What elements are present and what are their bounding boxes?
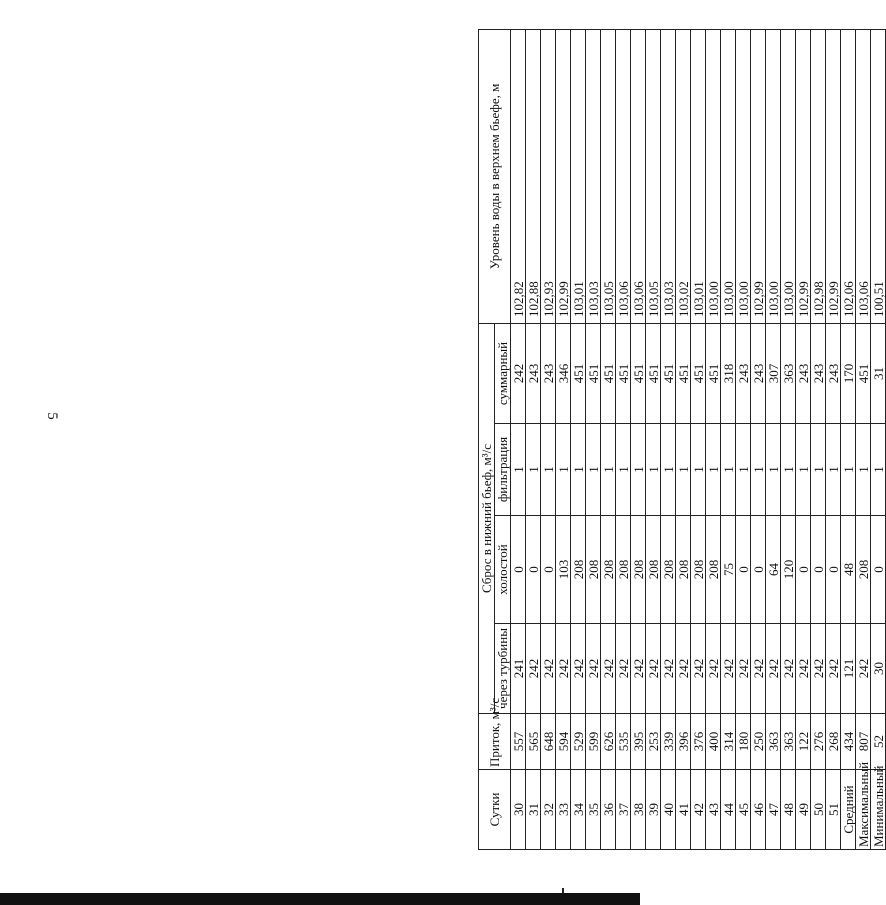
- cell-filtration: 1: [811, 424, 826, 516]
- cell-inflow: 396: [676, 714, 691, 770]
- cell-total: 451: [676, 323, 691, 423]
- cell-level: 103,06: [856, 29, 871, 323]
- table-row: [511, 29, 526, 849]
- cell-turbines: 242: [676, 624, 691, 714]
- table-row: [751, 29, 766, 849]
- cell-filtration: 1: [541, 424, 556, 516]
- cell-idle: 208: [631, 516, 646, 624]
- header-day: Сутки: [479, 770, 511, 850]
- cell-idle: 208: [571, 516, 586, 624]
- cell-inflow: 52: [871, 714, 886, 770]
- table-row: [616, 29, 631, 849]
- cell-level: 103,05: [646, 29, 661, 323]
- cell-total: 318: [721, 323, 736, 423]
- scan-border: [0, 893, 640, 905]
- cell-total: 451: [856, 323, 871, 423]
- cell-inflow: 594: [556, 714, 571, 770]
- cell-day: 37: [616, 770, 631, 850]
- cell-day: 50: [811, 770, 826, 850]
- cell-level: 103,00: [706, 29, 721, 323]
- cell-turbines: 242: [661, 624, 676, 714]
- cell-day: 44: [721, 770, 736, 850]
- cell-day: 48: [781, 770, 796, 850]
- cell-filtration: 1: [571, 424, 586, 516]
- cell-level: 102,98: [811, 29, 826, 323]
- cell-inflow: 339: [661, 714, 676, 770]
- cell-total: 243: [541, 323, 556, 423]
- cell-summary-label: Минимальный: [871, 770, 886, 850]
- cell-day: 47: [766, 770, 781, 850]
- cell-total: 243: [736, 323, 751, 423]
- cell-turbines: 242: [541, 624, 556, 714]
- cell-idle: 75: [721, 516, 736, 624]
- cell-inflow: 253: [646, 714, 661, 770]
- cell-level: 100,51: [871, 29, 886, 323]
- cell-inflow: 529: [571, 714, 586, 770]
- table-row: [721, 29, 736, 849]
- cell-idle: 0: [736, 516, 751, 624]
- cell-turbines: 242: [796, 624, 811, 714]
- cell-level: 102,88: [526, 29, 541, 323]
- cell-total: 243: [751, 323, 766, 423]
- cell-turbines: 242: [781, 624, 796, 714]
- table-row: [826, 29, 841, 849]
- cell-filtration: 1: [856, 424, 871, 516]
- table-row: [661, 29, 676, 849]
- cell-level: 103,02: [676, 29, 691, 323]
- cell-total: 346: [556, 323, 571, 423]
- cell-idle: 0: [511, 516, 526, 624]
- summary-row: [871, 29, 886, 849]
- cell-filtration: 1: [691, 424, 706, 516]
- cell-total: 451: [631, 323, 646, 423]
- cell-total: 243: [526, 323, 541, 423]
- cell-idle: 208: [706, 516, 721, 624]
- cell-idle: 0: [751, 516, 766, 624]
- cell-turbines: 121: [841, 624, 856, 714]
- cell-total: 243: [811, 323, 826, 423]
- table-row: [781, 29, 796, 849]
- cell-inflow: 535: [616, 714, 631, 770]
- cell-level: 102,99: [556, 29, 571, 323]
- cell-inflow: 250: [751, 714, 766, 770]
- cell-day: 42: [691, 770, 706, 850]
- cell-inflow: 180: [736, 714, 751, 770]
- table-row: [541, 29, 556, 849]
- cell-filtration: 1: [796, 424, 811, 516]
- summary-row: [841, 29, 856, 849]
- cell-filtration: 1: [586, 424, 601, 516]
- cell-total: 170: [841, 323, 856, 423]
- cell-level: 102,99: [826, 29, 841, 323]
- cell-inflow: 395: [631, 714, 646, 770]
- table-row: [736, 29, 751, 849]
- cell-inflow: 363: [781, 714, 796, 770]
- cell-total: 451: [661, 323, 676, 423]
- cell-level: 103,00: [736, 29, 751, 323]
- cell-total: 451: [706, 323, 721, 423]
- cell-idle: 208: [691, 516, 706, 624]
- cell-filtration: 1: [676, 424, 691, 516]
- table-row: [766, 29, 781, 849]
- table-row: [526, 29, 541, 849]
- cell-inflow: 434: [841, 714, 856, 770]
- header-discharge-group: Сброс в нижний бьеф, м³/с: [479, 323, 495, 713]
- cell-total: 242: [511, 323, 526, 423]
- cell-level: 102,82: [511, 29, 526, 323]
- header-inflow: Приток, м³/с: [479, 714, 511, 770]
- table-row: [691, 29, 706, 849]
- cell-day: 43: [706, 770, 721, 850]
- cell-total: 451: [646, 323, 661, 423]
- cell-filtration: 1: [511, 424, 526, 516]
- cell-turbines: 242: [556, 624, 571, 714]
- cell-filtration: 1: [526, 424, 541, 516]
- cell-idle: 0: [871, 516, 886, 624]
- cell-inflow: 599: [586, 714, 601, 770]
- cell-turbines: 241: [511, 624, 526, 714]
- cell-turbines: 242: [631, 624, 646, 714]
- cell-filtration: 1: [781, 424, 796, 516]
- cell-inflow: 807: [856, 714, 871, 770]
- cell-total: 451: [691, 323, 706, 423]
- cell-day: 51: [826, 770, 841, 850]
- cell-inflow: 122: [796, 714, 811, 770]
- cell-filtration: 1: [706, 424, 721, 516]
- cell-idle: 0: [796, 516, 811, 624]
- cell-filtration: 1: [616, 424, 631, 516]
- cell-idle: 208: [601, 516, 616, 624]
- cell-turbines: 242: [826, 624, 841, 714]
- cell-total: 451: [586, 323, 601, 423]
- cell-filtration: 1: [721, 424, 736, 516]
- cell-level: 103,03: [586, 29, 601, 323]
- cell-filtration: 1: [631, 424, 646, 516]
- cell-turbines: 242: [706, 624, 721, 714]
- cell-idle: 103: [556, 516, 571, 624]
- cell-total: 451: [571, 323, 586, 423]
- cell-level: 102,99: [751, 29, 766, 323]
- cell-idle: 208: [676, 516, 691, 624]
- table-row: [811, 29, 826, 849]
- cell-level: 103,05: [601, 29, 616, 323]
- cell-level: 103,00: [721, 29, 736, 323]
- cell-day: 41: [676, 770, 691, 850]
- cell-idle: 0: [541, 516, 556, 624]
- table-row: [676, 29, 691, 849]
- discharge-table-container: [478, 30, 886, 850]
- cell-level: 102,06: [841, 29, 856, 323]
- cell-filtration: 1: [661, 424, 676, 516]
- table-row: [796, 29, 811, 849]
- table-body: [511, 29, 886, 849]
- cell-filtration: 1: [601, 424, 616, 516]
- cell-level: 103,00: [766, 29, 781, 323]
- header-filtration: фильтрация: [495, 424, 511, 516]
- cell-idle: 208: [586, 516, 601, 624]
- table-row: [601, 29, 616, 849]
- cell-level: 102,93: [541, 29, 556, 323]
- cell-day: 49: [796, 770, 811, 850]
- cell-inflow: 276: [811, 714, 826, 770]
- cell-filtration: 1: [841, 424, 856, 516]
- cell-day: 33: [556, 770, 571, 850]
- cell-idle: 64: [766, 516, 781, 624]
- cell-day: 46: [751, 770, 766, 850]
- cell-level: 102,99: [796, 29, 811, 323]
- cell-filtration: 1: [751, 424, 766, 516]
- cell-turbines: 242: [616, 624, 631, 714]
- cell-level: 103,06: [631, 29, 646, 323]
- cell-total: 451: [601, 323, 616, 423]
- cell-turbines: 242: [526, 624, 541, 714]
- cell-day: 45: [736, 770, 751, 850]
- cell-idle: 208: [616, 516, 631, 624]
- table-row: [556, 29, 571, 849]
- cell-inflow: 648: [541, 714, 556, 770]
- cell-level: 103,01: [571, 29, 586, 323]
- cell-turbines: 242: [736, 624, 751, 714]
- cell-level: 103,01: [691, 29, 706, 323]
- cell-day: 36: [601, 770, 616, 850]
- cell-idle: 208: [661, 516, 676, 624]
- cell-idle: 208: [646, 516, 661, 624]
- cell-idle: 0: [526, 516, 541, 624]
- cell-day: 31: [526, 770, 541, 850]
- cell-level: 103,06: [616, 29, 631, 323]
- cell-idle: 0: [811, 516, 826, 624]
- cell-filtration: 1: [556, 424, 571, 516]
- cell-turbines: 242: [766, 624, 781, 714]
- cell-filtration: 1: [736, 424, 751, 516]
- page-number: 5: [44, 412, 60, 420]
- cell-day: 38: [631, 770, 646, 850]
- cell-idle: 208: [856, 516, 871, 624]
- cell-inflow: 557: [511, 714, 526, 770]
- header-level: Уровень воды в верхнем бьефе, м: [479, 29, 511, 323]
- cell-total: 31: [871, 323, 886, 423]
- cell-turbines: 242: [856, 624, 871, 714]
- cell-day: 40: [661, 770, 676, 850]
- cell-inflow: 363: [766, 714, 781, 770]
- cell-turbines: 242: [691, 624, 706, 714]
- summary-row: [856, 29, 871, 849]
- cell-summary-label: Средний: [841, 770, 856, 850]
- cell-idle: 48: [841, 516, 856, 624]
- cell-filtration: 1: [646, 424, 661, 516]
- header-turbines: через турбины: [495, 624, 511, 714]
- cell-day: 32: [541, 770, 556, 850]
- cell-turbines: 242: [811, 624, 826, 714]
- cell-summary-label: Максимальный: [856, 770, 871, 850]
- cell-filtration: 1: [871, 424, 886, 516]
- cell-total: 451: [616, 323, 631, 423]
- table-row: [631, 29, 646, 849]
- cell-level: 103,00: [781, 29, 796, 323]
- cell-inflow: 400: [706, 714, 721, 770]
- cell-inflow: 376: [691, 714, 706, 770]
- cell-turbines: 242: [751, 624, 766, 714]
- cell-filtration: 1: [766, 424, 781, 516]
- cell-turbines: 242: [646, 624, 661, 714]
- header-idle: холостой: [495, 516, 511, 624]
- table-row: [706, 29, 721, 849]
- cell-total: 243: [796, 323, 811, 423]
- cell-day: 35: [586, 770, 601, 850]
- cell-inflow: 626: [601, 714, 616, 770]
- cell-turbines: 30: [871, 624, 886, 714]
- cell-idle: 0: [826, 516, 841, 624]
- discharge-table: [478, 29, 886, 850]
- cell-turbines: 242: [721, 624, 736, 714]
- cell-inflow: 565: [526, 714, 541, 770]
- cell-total: 243: [826, 323, 841, 423]
- cell-day: 30: [511, 770, 526, 850]
- cell-turbines: 242: [601, 624, 616, 714]
- cell-total: 307: [766, 323, 781, 423]
- table-row: [586, 29, 601, 849]
- cell-turbines: 242: [586, 624, 601, 714]
- cell-day: 39: [646, 770, 661, 850]
- cell-inflow: 268: [826, 714, 841, 770]
- cell-turbines: 242: [571, 624, 586, 714]
- table-row: [646, 29, 661, 849]
- cell-idle: 120: [781, 516, 796, 624]
- cell-level: 103,03: [661, 29, 676, 323]
- table-header: [479, 29, 511, 849]
- cell-inflow: 314: [721, 714, 736, 770]
- table-row: [571, 29, 586, 849]
- cell-total: 363: [781, 323, 796, 423]
- cell-filtration: 1: [826, 424, 841, 516]
- header-total: суммарный: [495, 323, 511, 423]
- cell-day: 34: [571, 770, 586, 850]
